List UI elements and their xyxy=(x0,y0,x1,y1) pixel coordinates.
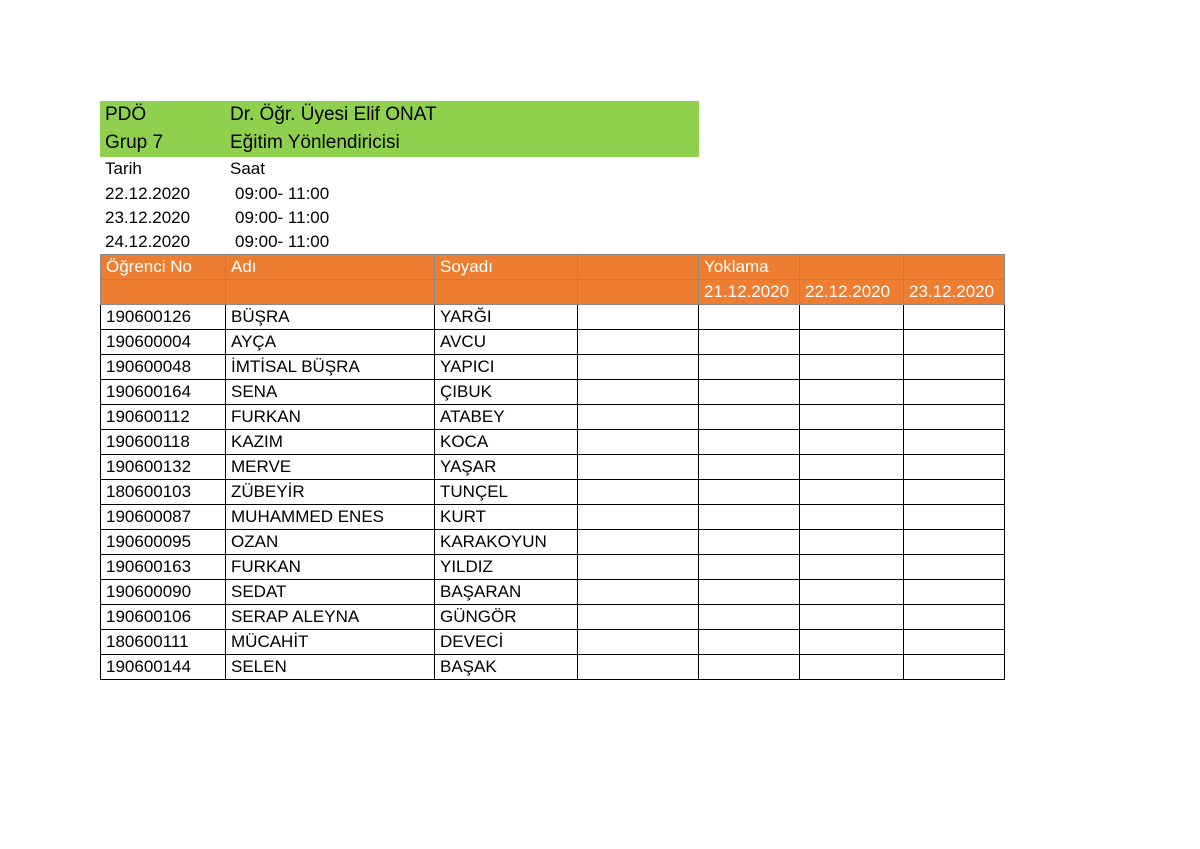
attendance-cell[interactable] xyxy=(699,605,800,630)
name-cell: SENA xyxy=(226,380,435,405)
student-no-cell: 190600106 xyxy=(101,605,226,630)
empty-cell xyxy=(578,355,699,380)
schedule-time: 09:00- 11:00 xyxy=(235,208,330,227)
attendance-date: 21.12.2020 xyxy=(699,280,800,305)
name-cell: KAZIM xyxy=(226,430,435,455)
table-date-row xyxy=(101,280,1005,305)
instructor-role: Eğitim Yönlendiricisi xyxy=(230,132,400,153)
schedule-time: 09:00- 11:00 xyxy=(235,232,330,251)
instructor-name: Dr. Öğr. Üyesi Elif ONAT xyxy=(230,104,437,125)
attendance-cell[interactable] xyxy=(699,480,800,505)
surname-cell: GÜNGÖR xyxy=(435,605,578,630)
table-row xyxy=(101,655,1005,680)
attendance-cell[interactable] xyxy=(904,605,1005,630)
student-no-cell: 190600126 xyxy=(101,305,226,330)
attendance-cell[interactable] xyxy=(800,630,904,655)
attendance-cell[interactable] xyxy=(800,430,904,455)
attendance-cell[interactable] xyxy=(904,655,1005,680)
name-cell: MÜCAHİT xyxy=(226,630,435,655)
attendance-cell[interactable] xyxy=(904,455,1005,480)
table-row xyxy=(101,630,1005,655)
empty-cell xyxy=(578,330,699,355)
surname-cell: TUNÇEL xyxy=(435,480,578,505)
col-surname: Soyadı xyxy=(435,255,578,280)
attendance-cell[interactable] xyxy=(699,305,800,330)
surname-cell: YAŞAR xyxy=(435,455,578,480)
empty-cell xyxy=(578,380,699,405)
surname-cell: ÇIBUK xyxy=(435,380,578,405)
empty-cell xyxy=(578,305,699,330)
attendance-cell[interactable] xyxy=(904,530,1005,555)
student-no-cell: 180600111 xyxy=(101,630,226,655)
student-no-cell: 190600087 xyxy=(101,505,226,530)
student-no-cell: 190600118 xyxy=(101,430,226,455)
student-no-cell: 190600144 xyxy=(101,655,226,680)
empty-cell xyxy=(578,505,699,530)
surname-cell: YARĞI xyxy=(435,305,578,330)
attendance-cell[interactable] xyxy=(800,580,904,605)
attendance-cell[interactable] xyxy=(800,480,904,505)
table-row xyxy=(101,530,1005,555)
name-cell: OZAN xyxy=(226,530,435,555)
col-student-no: Öğrenci No xyxy=(101,255,226,280)
attendance-cell[interactable] xyxy=(904,330,1005,355)
attendance-cell[interactable] xyxy=(800,605,904,630)
attendance-cell[interactable] xyxy=(699,405,800,430)
table-row xyxy=(101,455,1005,480)
table-row xyxy=(101,305,1005,330)
surname-cell: KURT xyxy=(435,505,578,530)
name-cell: İMTİSAL BÜŞRA xyxy=(226,355,435,380)
col-empty xyxy=(904,255,1005,280)
empty-cell xyxy=(578,480,699,505)
surname-cell: DEVECİ xyxy=(435,630,578,655)
student-no-cell: 190600112 xyxy=(101,405,226,430)
surname-cell: YAPICI xyxy=(435,355,578,380)
attendance-cell[interactable] xyxy=(699,355,800,380)
table-row xyxy=(101,355,1005,380)
attendance-cell[interactable] xyxy=(904,305,1005,330)
student-no-cell: 190600090 xyxy=(101,580,226,605)
name-cell: SELEN xyxy=(226,655,435,680)
attendance-cell[interactable] xyxy=(699,580,800,605)
name-cell: ZÜBEYİR xyxy=(226,480,435,505)
col-empty xyxy=(101,280,226,305)
attendance-date: 23.12.2020 xyxy=(904,280,1005,305)
attendance-cell[interactable] xyxy=(800,455,904,480)
empty-cell xyxy=(578,405,699,430)
table-row xyxy=(101,330,1005,355)
attendance-cell[interactable] xyxy=(904,555,1005,580)
name-cell: MERVE xyxy=(226,455,435,480)
surname-cell: KOCA xyxy=(435,430,578,455)
attendance-cell[interactable] xyxy=(699,655,800,680)
student-no-cell: 190600163 xyxy=(101,555,226,580)
name-cell: SEDAT xyxy=(226,580,435,605)
empty-cell xyxy=(578,630,699,655)
attendance-cell[interactable] xyxy=(800,330,904,355)
time-label: Saat xyxy=(230,159,265,178)
attendance-cell[interactable] xyxy=(904,430,1005,455)
col-name: Adı xyxy=(226,255,435,280)
group-label: Grup 7 xyxy=(105,132,164,153)
attendance-cell[interactable] xyxy=(800,655,904,680)
col-empty xyxy=(435,280,578,305)
attendance-cell[interactable] xyxy=(699,630,800,655)
attendance-cell[interactable] xyxy=(800,555,904,580)
student-no-cell: 190600132 xyxy=(101,455,226,480)
col-empty xyxy=(800,255,904,280)
empty-cell xyxy=(578,430,699,455)
surname-cell: KARAKOYUN xyxy=(435,530,578,555)
attendance-cell[interactable] xyxy=(904,505,1005,530)
name-cell: MUHAMMED ENES xyxy=(226,505,435,530)
table-row xyxy=(101,380,1005,405)
attendance-cell[interactable] xyxy=(699,555,800,580)
attendance-cell[interactable] xyxy=(800,530,904,555)
name-cell: AYÇA xyxy=(226,330,435,355)
surname-cell: BAŞARAN xyxy=(435,580,578,605)
attendance-cell[interactable] xyxy=(800,380,904,405)
student-no-cell: 190600164 xyxy=(101,380,226,405)
col-empty xyxy=(578,280,699,305)
col-attendance: Yoklama xyxy=(699,255,800,280)
program-label: PDÖ xyxy=(105,104,147,125)
table-row xyxy=(101,480,1005,505)
attendance-cell[interactable] xyxy=(699,505,800,530)
surname-cell: BAŞAK xyxy=(435,655,578,680)
col-empty xyxy=(578,255,699,280)
col-empty xyxy=(226,280,435,305)
attendance-cell[interactable] xyxy=(699,430,800,455)
attendance-cell[interactable] xyxy=(800,505,904,530)
surname-cell: AVCU xyxy=(435,330,578,355)
empty-cell xyxy=(578,455,699,480)
table-row xyxy=(101,505,1005,530)
name-cell: FURKAN xyxy=(226,405,435,430)
name-cell: SERAP ALEYNA xyxy=(226,605,435,630)
schedule-date: 23.12.2020 xyxy=(105,208,191,227)
schedule-time: 09:00- 11:00 xyxy=(235,184,330,203)
attendance-cell[interactable] xyxy=(904,380,1005,405)
table-row xyxy=(101,555,1005,580)
empty-cell xyxy=(578,605,699,630)
table-header-row xyxy=(101,255,1005,280)
attendance-cell[interactable] xyxy=(800,405,904,430)
attendance-cell[interactable] xyxy=(904,355,1005,380)
attendance-cell[interactable] xyxy=(904,405,1005,430)
attendance-cell[interactable] xyxy=(904,580,1005,605)
attendance-cell[interactable] xyxy=(699,330,800,355)
table-row xyxy=(101,580,1005,605)
table-row xyxy=(101,430,1005,455)
attendance-cell[interactable] xyxy=(800,355,904,380)
attendance-cell[interactable] xyxy=(904,630,1005,655)
attendance-cell[interactable] xyxy=(699,380,800,405)
name-cell: FURKAN xyxy=(226,555,435,580)
surname-cell: YILDIZ xyxy=(435,555,578,580)
empty-cell xyxy=(578,655,699,680)
table-row xyxy=(101,605,1005,630)
attendance-date: 22.12.2020 xyxy=(800,280,904,305)
student-no-cell: 190600048 xyxy=(101,355,226,380)
table-row xyxy=(101,405,1005,430)
surname-cell: ATABEY xyxy=(435,405,578,430)
attendance-cell[interactable] xyxy=(800,305,904,330)
date-label: Tarih xyxy=(105,159,142,178)
student-no-cell: 190600004 xyxy=(101,330,226,355)
attendance-cell[interactable] xyxy=(904,480,1005,505)
empty-cell xyxy=(578,555,699,580)
attendance-cell[interactable] xyxy=(699,455,800,480)
empty-cell xyxy=(578,580,699,605)
empty-cell xyxy=(578,530,699,555)
name-cell: BÜŞRA xyxy=(226,305,435,330)
schedule-date: 24.12.2020 xyxy=(105,232,191,251)
attendance-cell[interactable] xyxy=(699,530,800,555)
schedule-date: 22.12.2020 xyxy=(105,184,191,203)
attendance-table xyxy=(100,254,1005,680)
student-no-cell: 190600095 xyxy=(101,530,226,555)
student-no-cell: 180600103 xyxy=(101,480,226,505)
